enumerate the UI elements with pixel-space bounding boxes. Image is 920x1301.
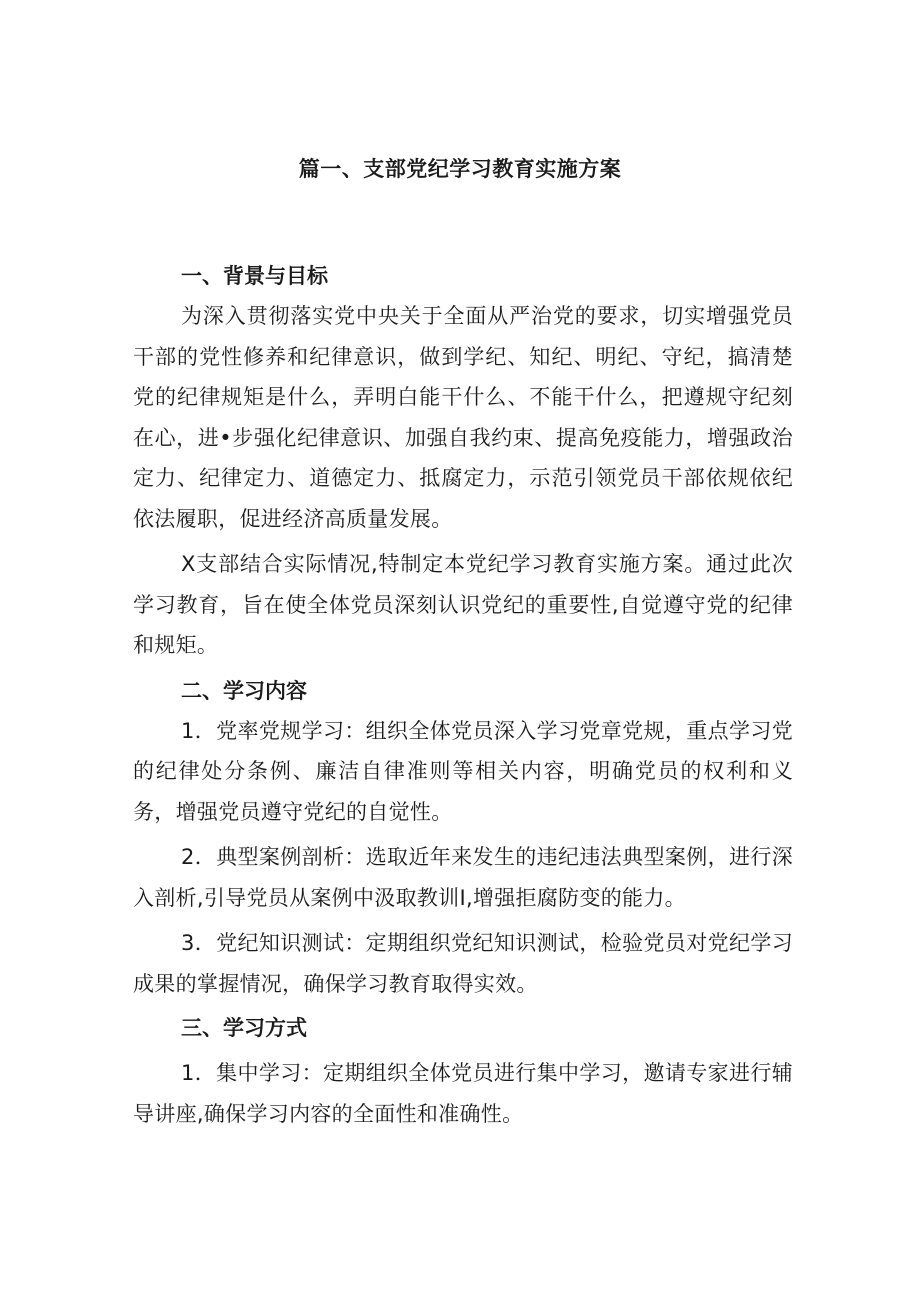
paragraph-background-goals: 为深入贯彻落实党中央关于全面从严治党的要求，切实增强党员干部的党性修养和纪律意识，做到学纪、知纪、明纪、守纪，搞清楚党的纪律规矩是什么，弄明白能干什么、不能干什么，把遵规守纪刻在心，进•步强化纪律意识、加强自我约束、提高免疫能力，增强政治定力、纪律定力、道德定力、抵腐定力，示范引领党员干部依规依纪依法履职，促进经济高质量发展。 (133, 304, 793, 531)
paragraph-content-item-1: 1．党率党规学习：组织全体党员深入学习党章党规，重点学习党的纪律处分条例、廉洁自律准则等相关内容，明确党员的权利和义务，增强党员遵守党纪的自觉性。 (133, 718, 793, 824)
document-body (133, 256, 793, 1134)
paragraph-content-item-2: 2．典型案例剖析：选取近年来发生的违纪违法典型案例，进行深入剖析,引导党员从案例中汲取教训I,增强拒腐防变的能力。 (133, 845, 793, 910)
document-title: 篇一、支部党纪学习教育实施方案 (298, 157, 622, 181)
paragraph-method-item-1: 1．集中学习：定期组织全体党员进行集中学习，邀请专家进行辅导讲座,确保学习内容的全面性和准确性。 (133, 1061, 793, 1126)
section-heading-study-content: 二、学习内容 (181, 678, 307, 703)
paragraph-branch-plan: X支部结合实际情况,特制定本党纪学习教育实施方案。通过此次学习教育，旨在使全体党员深刻认识党纪的重要性,自觉遵守党的纪律和规矩。 (133, 552, 793, 657)
paragraph-content-item-3: 3．党纪知识测试：定期组织党纪知识测试，检验党员对党纪学习成果的掌握情况，确保学习教育取得实效。 (133, 931, 793, 996)
section-heading-background: 一、背景与目标 (181, 264, 328, 288)
section-heading-study-methods: 三、学习方式 (181, 1016, 307, 1040)
